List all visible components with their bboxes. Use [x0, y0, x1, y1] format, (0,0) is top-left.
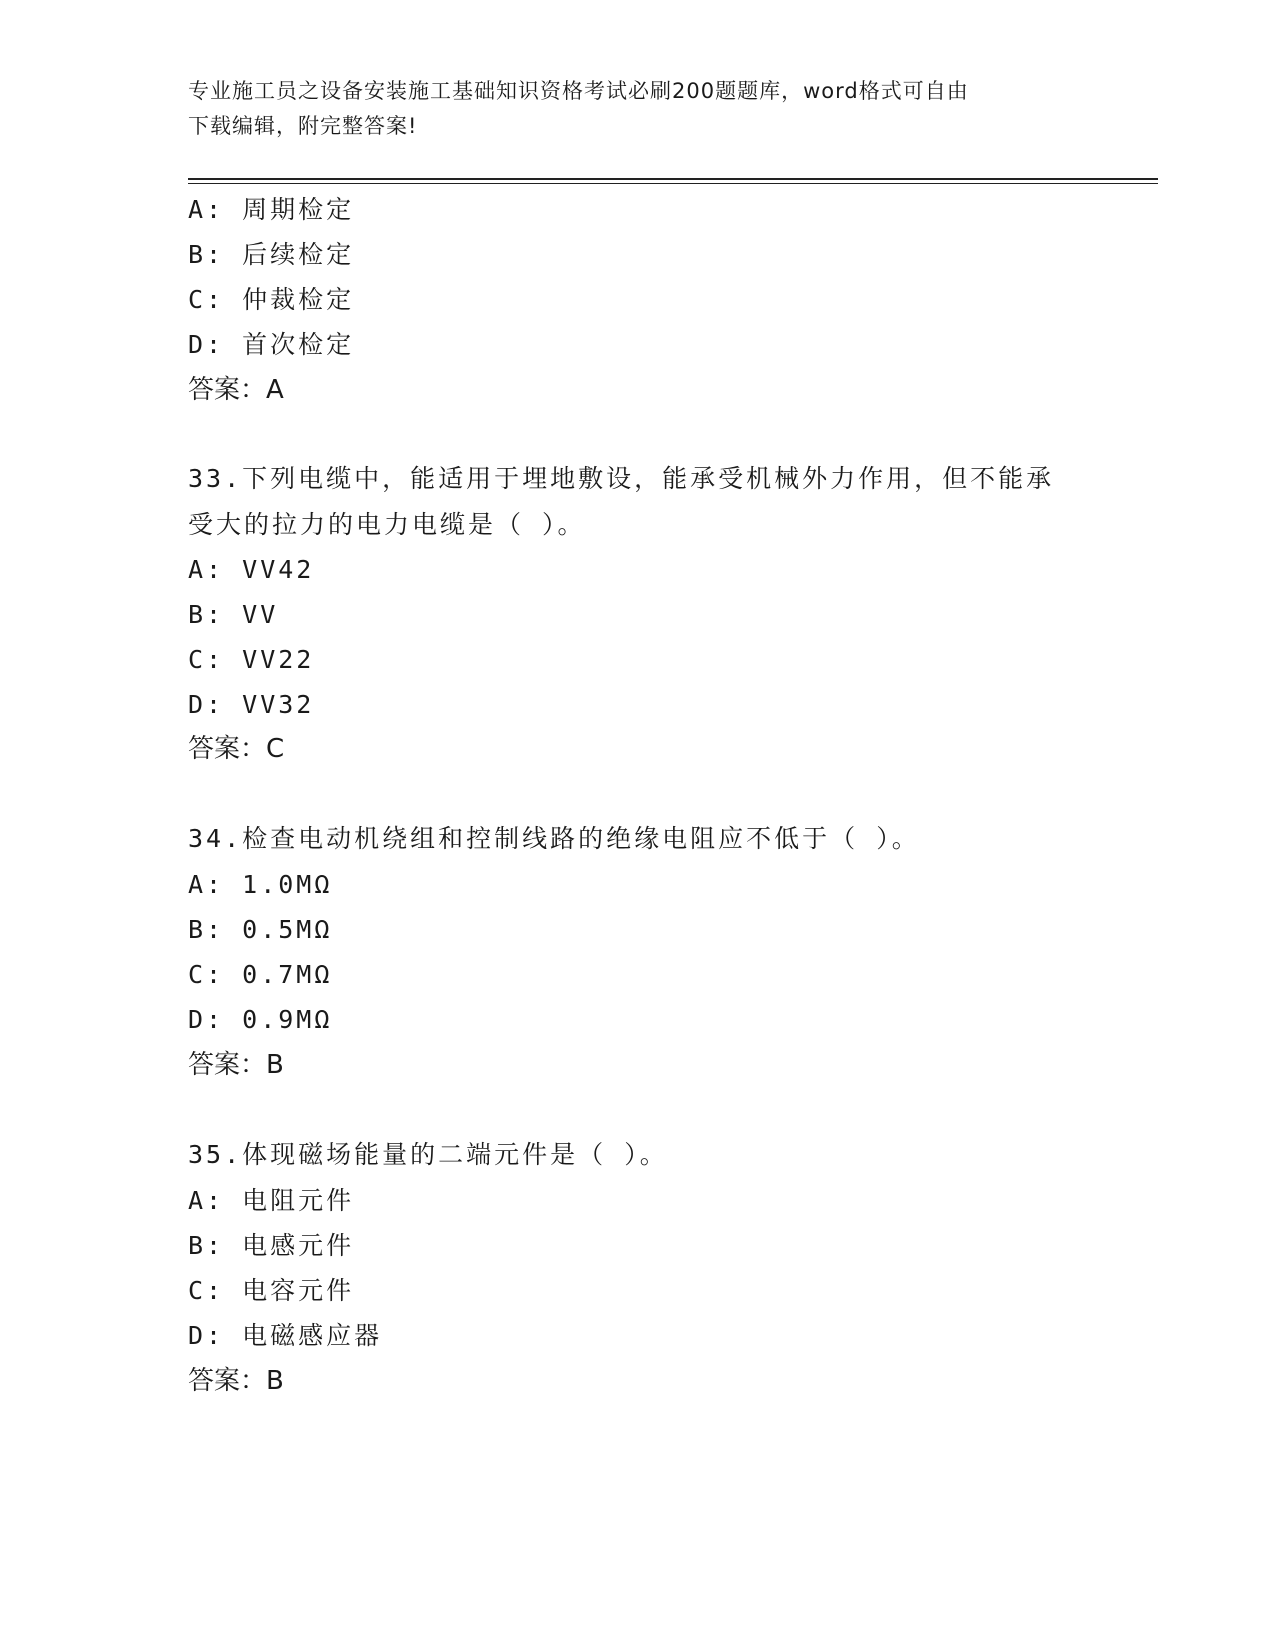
q32-option-a: A: 周期检定 — [188, 195, 355, 224]
header-title-line-2: 下载编辑，附完整答案! — [188, 114, 418, 138]
q34-option-c: C: 0.7MΩ — [188, 960, 333, 989]
q35-option-d: D: 电磁感应器 — [188, 1321, 383, 1350]
document-header — [188, 74, 1068, 144]
q35-option-b: B: 电感元件 — [188, 1231, 355, 1260]
q35-option-c: C: 电容元件 — [188, 1276, 355, 1305]
q33-option-b: B: VV — [188, 600, 279, 629]
q33-answer: 答案：C — [188, 734, 285, 764]
header-divider-thin — [188, 183, 1158, 184]
header-divider-thick — [188, 178, 1158, 180]
q34-stem-line-1: 34.检查电动机绕组和控制线路的绝缘电阻应不低于（ ）。 — [188, 824, 920, 853]
q33-option-d: D: VV32 — [188, 690, 315, 719]
q32-answer: 答案：A — [188, 375, 284, 405]
q32-option-d: D: 首次检定 — [188, 330, 355, 359]
q34-option-d: D: 0.9MΩ — [188, 1005, 333, 1034]
q33-stem-line-2: 受大的拉力的电力电缆是（ ）。 — [188, 510, 586, 539]
q34-answer: 答案：B — [188, 1050, 284, 1080]
header-title-line-1: 专业施工员之设备安装施工基础知识资格考试必刷200题题库，word格式可自由 — [188, 79, 969, 103]
q35-answer: 答案：B — [188, 1366, 284, 1396]
q33-option-a: A: VV42 — [188, 555, 315, 584]
q33-stem-line-1: 33.下列电缆中，能适用于埋地敷设，能承受机械外力作用，但不能承 — [188, 464, 1055, 493]
q34-option-a: A: 1.0MΩ — [188, 870, 333, 899]
q34-option-b: B: 0.5MΩ — [188, 915, 333, 944]
q35-option-a: A: 电阻元件 — [188, 1186, 355, 1215]
q33-option-c: C: VV22 — [188, 645, 315, 674]
q32-option-b: B: 后续检定 — [188, 240, 355, 269]
q32-option-c: C: 仲裁检定 — [188, 285, 355, 314]
q35-stem-line-1: 35.体现磁场能量的二端元件是（ ）。 — [188, 1140, 668, 1169]
